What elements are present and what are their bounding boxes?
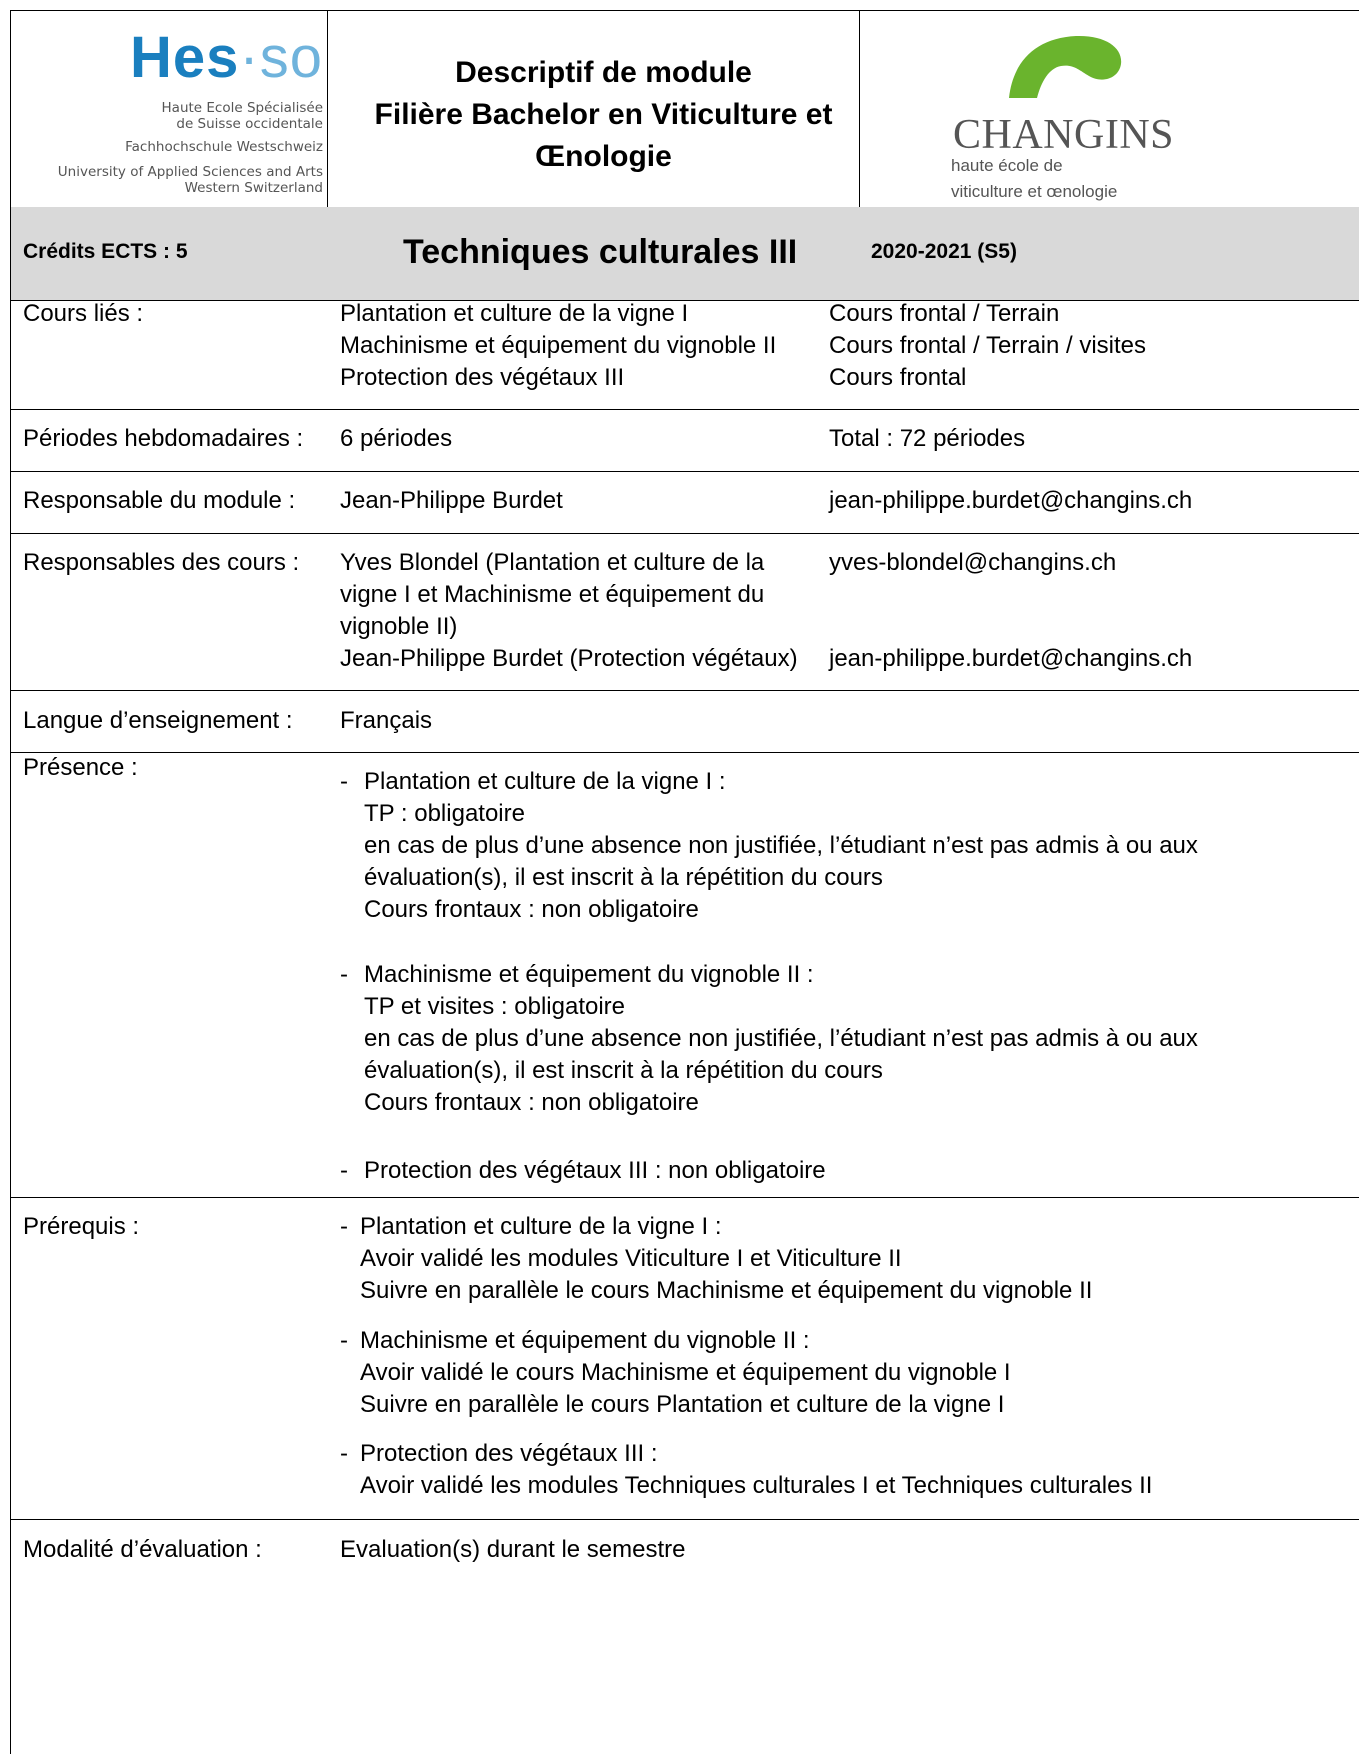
title-line-1: Descriptif de module xyxy=(455,56,752,89)
changins-wordmark: CHANGINS xyxy=(953,112,1175,158)
row-divider-3 xyxy=(11,533,1359,534)
label-responsables-cours: Responsables des cours : xyxy=(23,549,300,576)
label-modalite: Modalité d’évaluation : xyxy=(23,1536,262,1563)
presence-item-2-title: Machinisme et équipement du vignoble II : xyxy=(364,961,814,988)
prerequis-item-2-line-1: Avoir validé le cours Machinisme et équipement du vignoble I xyxy=(360,1359,1011,1386)
label-periodes: Périodes hebdomadaires : xyxy=(23,425,304,452)
hes-so-logo xyxy=(31,26,323,206)
responsables-line-3: vignoble II) xyxy=(340,613,458,640)
course-format-1: Cours frontal / Terrain xyxy=(829,300,1060,327)
presence-item-2-line-4: Cours frontaux : non obligatoire xyxy=(364,1089,699,1116)
hes-so-wordmark: Hes·so xyxy=(130,25,323,90)
changins-sub-1: haute école de xyxy=(951,156,1063,175)
bullet-dash: - xyxy=(340,961,348,988)
hes-line-1: Haute Ecole Spécialisée xyxy=(161,100,323,116)
prerequis-item-1-title: Plantation et culture de la vigne I : xyxy=(360,1213,722,1240)
header-divider-left xyxy=(327,10,328,207)
responsables-line-4: Jean-Philippe Burdet (Protection végétaux) xyxy=(340,645,798,672)
hes-line-2: de Suisse occidentale xyxy=(176,116,323,132)
bullet-dash: - xyxy=(340,768,348,795)
presence-item-2-line-1: TP et visites : obligatoire xyxy=(364,993,626,1020)
row-divider-4 xyxy=(11,690,1359,691)
prerequis-item-3-title: Protection des végétaux III : xyxy=(360,1440,658,1467)
label-langue: Langue d’enseignement : xyxy=(23,707,293,734)
label-responsable-module: Responsable du module : xyxy=(23,487,296,514)
changins-leaf-icon xyxy=(991,26,1151,106)
responsables-line-1: Yves Blondel (Plantation et culture de la xyxy=(340,549,765,576)
periodes-total: Total : 72 périodes xyxy=(829,425,1026,452)
course-2: Machinisme et équipement du vignoble II xyxy=(340,332,777,359)
prerequis-item-2-title: Machinisme et équipement du vignoble II : xyxy=(360,1327,810,1354)
label-presence: Présence : xyxy=(23,754,138,781)
row-divider-2 xyxy=(11,471,1359,472)
presence-item-2-line-2: en cas de plus d’une absence non justifiée, l’étudiant n’est pas admis à ou aux xyxy=(364,1025,1198,1052)
prerequis-item-1-line-2: Suivre en parallèle le cours Machinisme et équipement du vignoble II xyxy=(360,1277,1093,1304)
responsable-module-name: Jean-Philippe Burdet xyxy=(340,487,563,514)
course-format-3: Cours frontal xyxy=(829,364,967,391)
bullet-dash: - xyxy=(340,1440,348,1467)
ects-credits: Crédits ECTS : 5 xyxy=(23,240,188,263)
row-divider-1 xyxy=(11,409,1359,410)
presence-item-3-title: Protection des végétaux III : non obligatoire xyxy=(364,1157,826,1184)
row-divider-6 xyxy=(11,1197,1359,1198)
course-3: Protection des végétaux III xyxy=(340,364,625,391)
presence-item-1-line-4: Cours frontaux : non obligatoire xyxy=(364,896,699,923)
bullet-dash: - xyxy=(340,1157,348,1184)
row-divider-7 xyxy=(11,1519,1359,1520)
presence-item-2-line-3: évaluation(s), il est inscrit à la répétition du cours xyxy=(364,1057,883,1084)
modalite-value: Evaluation(s) durant le semestre xyxy=(340,1536,686,1563)
course-1: Plantation et culture de la vigne I xyxy=(340,300,689,327)
label-prerequis: Prérequis : xyxy=(23,1213,140,1240)
prerequis-item-3-line-1: Avoir validé les modules Techniques culturales I et Techniques culturales II xyxy=(360,1472,1153,1499)
responsable-email-1[interactable]: yves-blondel@changins.ch xyxy=(829,549,1117,576)
periodes-value: 6 périodes xyxy=(340,425,453,452)
langue-value: Français xyxy=(340,707,433,734)
title-line-2: Filière Bachelor en Viticulture et xyxy=(374,98,833,131)
prerequis-item-1-line-1: Avoir validé les modules Viticulture I et Viticulture II xyxy=(360,1245,902,1272)
presence-item-1-title: Plantation et culture de la vigne I : xyxy=(364,768,726,795)
presence-item-1-line-1: TP : obligatoire xyxy=(364,800,525,827)
responsables-line-2: vigne I et Machinisme et équipement du xyxy=(340,581,765,608)
document-title xyxy=(341,52,866,178)
changins-sub-2: viticulture et œnologie xyxy=(951,182,1118,201)
prerequis-item-2-line-2: Suivre en parallèle le cours Plantation et culture de la vigne I xyxy=(360,1391,1005,1418)
hes-line-4: University of Applied Sciences and Arts xyxy=(57,164,323,180)
title-line-3: Œnologie xyxy=(535,140,672,173)
label-cours-lies: Cours liés : xyxy=(23,300,144,327)
presence-item-1-line-2: en cas de plus d’une absence non justifiée, l’étudiant n’est pas admis à ou aux xyxy=(364,832,1198,859)
bullet-dash: - xyxy=(340,1213,348,1240)
responsable-module-email[interactable]: jean-philippe.burdet@changins.ch xyxy=(829,487,1193,514)
hes-line-5: Western Switzerland xyxy=(184,180,323,196)
row-divider-5 xyxy=(11,752,1359,753)
hes-line-3: Fachhochschule Westschweiz xyxy=(125,139,323,155)
module-descriptor-page xyxy=(10,10,1359,1754)
academic-year: 2020-2021 (S5) xyxy=(871,240,1017,263)
table-border-top xyxy=(11,10,1359,11)
course-format-2: Cours frontal / Terrain / visites xyxy=(829,332,1147,359)
presence-item-1-line-3: évaluation(s), il est inscrit à la répétition du cours xyxy=(364,864,883,891)
bullet-dash: - xyxy=(340,1327,348,1354)
changins-logo xyxy=(871,26,1201,206)
module-title: Techniques culturales III xyxy=(403,233,798,271)
responsable-email-2[interactable]: jean-philippe.burdet@changins.ch xyxy=(829,645,1193,672)
